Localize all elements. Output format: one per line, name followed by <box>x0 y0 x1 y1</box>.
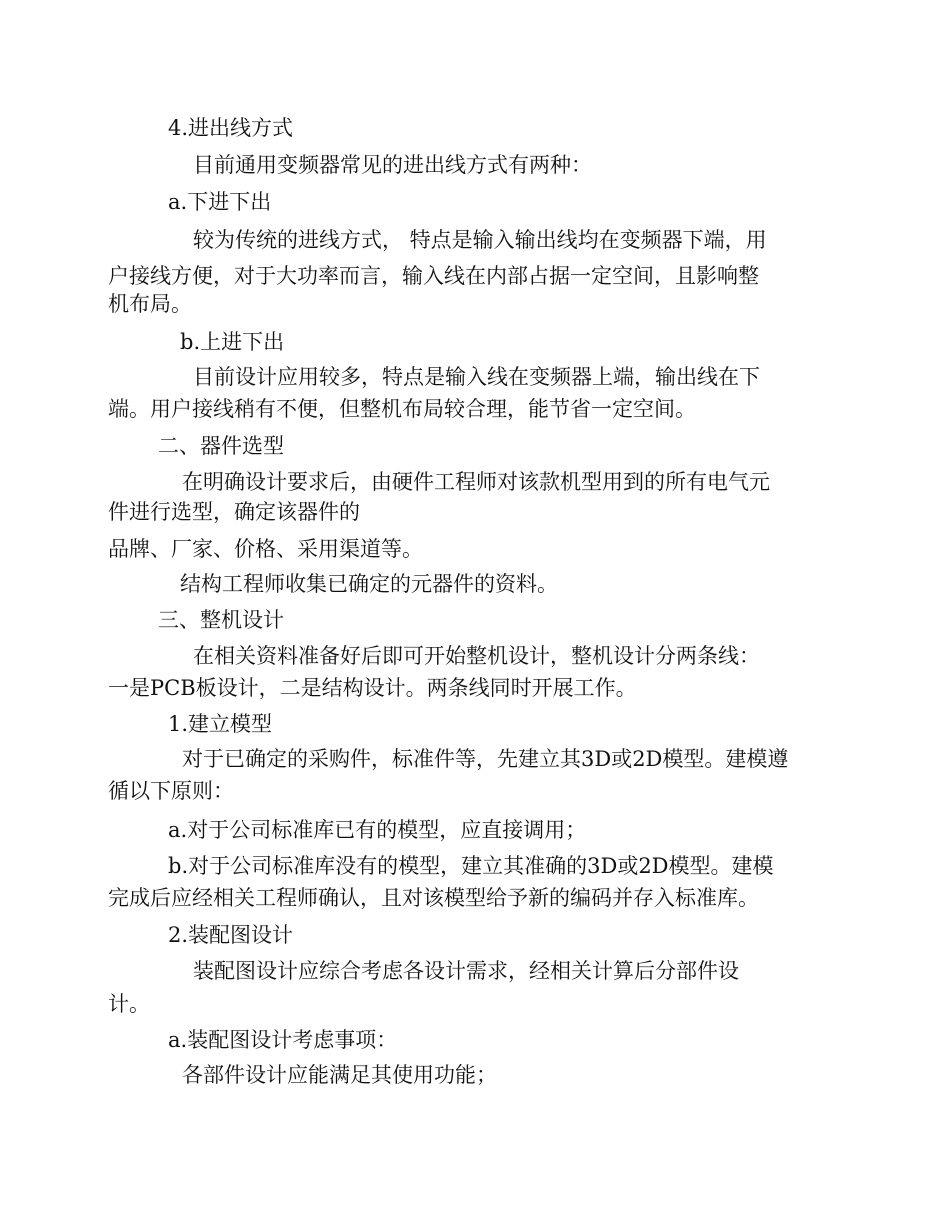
subheading-b: b.上进下出 <box>180 330 285 354</box>
paragraph-line: 较为传统的进线方式， 特点是输入输出线均在变频器下端，用 <box>193 228 767 252</box>
paragraph-line: 户接线方便，对于大功率而言，输入线在内部占据一定空间，且影响整 <box>108 264 759 288</box>
paragraph-line: 装配图设计应综合考虑各设计需求，经相关计算后分部件设 <box>193 959 739 983</box>
paragraph-line: 件进行选型，确定该器件的 <box>108 500 360 524</box>
subheading-1: 1.建立模型 <box>168 712 273 736</box>
paragraph-line: 计。 <box>108 992 150 1016</box>
paragraph-line: 循以下原则： <box>108 779 234 803</box>
section-heading-3: 三、整机设计 <box>158 608 284 632</box>
section-heading-2: 二、器件选型 <box>158 434 284 458</box>
paragraph-line: 机布局。 <box>108 292 192 316</box>
list-item: a.装配图设计考虑事项： <box>168 1028 398 1052</box>
paragraph-line: 各部件设计应能满足其使用功能； <box>182 1063 497 1087</box>
list-item: a.对于公司标准库已有的模型，应直接调用； <box>168 818 587 842</box>
paragraph-line: 目前设计应用较多，特点是输入线在变频器上端，输出线在下 <box>193 365 760 389</box>
list-item: b.对于公司标准库没有的模型，建立其准确的3D或2D模型。建模 <box>168 854 774 878</box>
paragraph-line: 品牌、厂家、价格、采用渠道等。 <box>108 537 423 561</box>
paragraph-line: 在相关资料准备好后即可开始整机设计，整机设计分两条线： <box>193 644 760 668</box>
paragraph-line: 一是PCB板设计，二是结构设计。两条线同时开展工作。 <box>108 676 637 700</box>
paragraph-line: 在明确设计要求后，由硬件工程师对该款机型用到的所有电气元 <box>182 470 770 494</box>
paragraph-line: 对于已确定的采购件，标准件等，先建立其3D或2D模型。建模遵 <box>182 747 789 771</box>
paragraph-line: 端。用户接线稍有不便，但整机布局较合理，能节省一定空间。 <box>108 397 696 421</box>
subheading-2: 2.装配图设计 <box>168 923 294 947</box>
paragraph-line: 结构工程师收集已确定的元器件的资料。 <box>180 572 558 596</box>
heading-4: 4.进出线方式 <box>168 116 294 140</box>
subheading-a: a.下进下出 <box>168 190 272 214</box>
paragraph-line: 目前通用变频器常见的进出线方式有两种： <box>193 153 592 177</box>
paragraph-line: 完成后应经相关工程师确认，且对该模型给予新的编码并存入标准库。 <box>108 886 759 910</box>
